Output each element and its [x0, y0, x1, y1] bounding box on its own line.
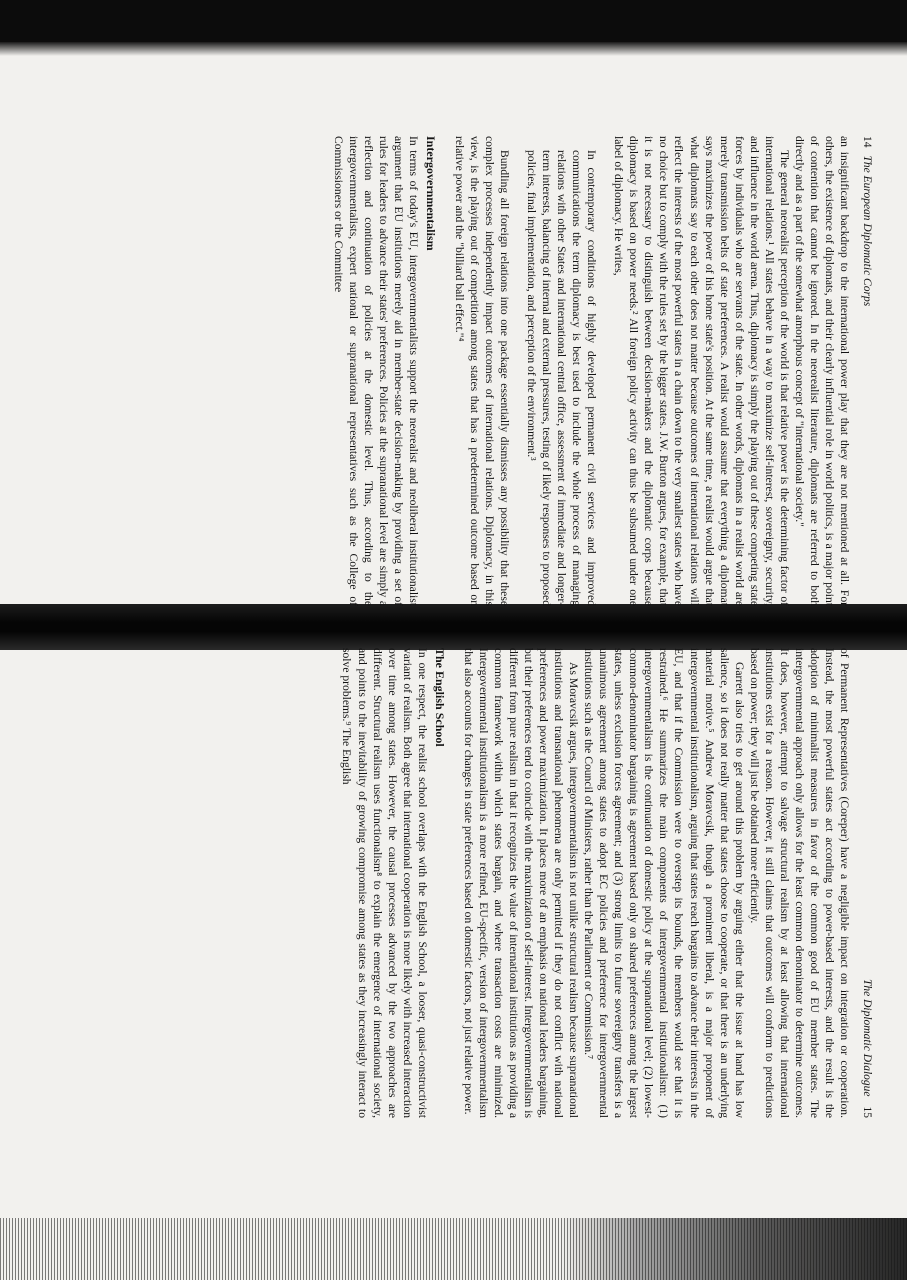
right-page-number: 15 [861, 1106, 873, 1118]
right-paragraph-4: In one respect, the realist school overlaps with the English School, a looser, quasi-constructivist variant of realism. Both agree that international cooperation is more likely with increased interaction over time among states. However, the causal processes advanced by the two approaches are different. Structural realism uses functionalism⁸ to explain the emergence of international society, and points to the inevitability of growing compromise among states as they increasingly interact to solve problems.⁹ The English [340, 648, 429, 1118]
section-heading-intergovernmentalism: Intergovernmentalism [423, 136, 438, 251]
left-paragraph-2: The general neorealist perception of the world is that relative power is the determining factor of international relations.¹ All states behave in a way to maximize self-interest, sovereignty, security, and influence in the world arena. Thus, diplomacy is simply the playing out of these competing state forces by individuals who are servants of the state. In other words, diplomats in a realist world are merely transmission belts of state preferences. A realist would assume that everything a diplomat says maximizes the power of his home state's position. At the same time, a realist would argue that what diplomats say to each other does not matter because outcomes of international relations will reflect the interests of the most powerful states in a chain down to the very smallest states who have no choice but to comply with the rules set by the bigger states. J.W. Burton argues, for example, that it is not necessary to distinguish between decision-makers and the diplomatic corps because diplomacy is based on power needs.² All foreign policy activity can thus be subsumed under one label of diplomacy. He writes, [612, 136, 791, 606]
section-heading-english-school: The English School [432, 648, 447, 747]
block-quote: In contemporary conditions of highly developed permanent civil services and improved communications the term diplomacy is best used to include the whole process of managing relations with other States and international central office, assessment of immediate and longer-term interests, balancing of internal and external pressures, testing of likely responses to proposed policies, final implementation, and perception of the environment.³ [525, 150, 599, 606]
scan-top-shadow [0, 0, 907, 42]
left-paragraph-4: In terms of today's EU, intergovernmentalists support the neorealist and neoliberal institutionalist argument that EU institutions merely aid in member-state decision-making by providing a set of rules for leaders to advance their states' preferences. Policies at the supranational level are simply a reflection and continuation of policies at the domestic level. Thus, according to the intergovernmentalists, expert national or supranational representatives such as the College of Commissioners or the Committee [331, 136, 420, 606]
left-page-number: 14 [861, 136, 873, 148]
left-paragraph-3: Bundling all foreign relations into one package essentially dismisses any possibility that these complex processes independently impact outcomes of international relations. Diplomacy, in this view, is the playing out of competition among states that has a predetermined outcome based on relative power and the "billiard ball effect."⁴ [452, 136, 512, 606]
right-paragraph-1: of Permanent Representatives (Coreper) have a negligible impact on integration or cooperation. Instead, the most powerful states act according to power-based interests, and the result is the adoption of minimalist measures in favor of the common good of EU member states. The intergovernmental approach only allows for the least common denominator to determine outcomes. It does, however, attempt to salvage structural realism by at least allowing that international institutions exist for a reason. However, it still claims that outcomes will conform to predictions based on power; they will just be obtained more efficiently. [747, 648, 851, 1118]
right-page [94, 648, 874, 1118]
left-paragraph-1: an insignificant backdrop to the international power play that they are not mentioned at all. For others, the existence of diplomats, and their clearly influential role in world politics, is a major point of contention that cannot be ignored. In the neorealist literature, diplomats are referred to both directly and as a part of the somewhat amorphous concept of "international society." [792, 136, 851, 606]
scan-bottom-edge [0, 1218, 907, 1280]
left-running-head [852, 136, 874, 606]
right-paragraph-3: As Moravcsik argues, intergovernmentalism is not unlike structural realism because supranational institutions and transnational phenomena are only permitted if they do not conflict with national preferences and power maximization. It places more of an emphasis on national leaders bargaining, but their preferences tend to coincide with the maximization of self-interest. Intergovernmentalism is different from pure realism in that it recognizes the value of international institutions as providing a common framework within which states bargain, and where transaction costs are minimized. Intergovernmental institutionalism is a more refined, EU-specific, version of intergovernmentalism that also accounts for changes in state preferences based on domestic factors, not just relative power. [461, 648, 581, 1118]
left-running-title: The European Diplomatic Corps [861, 155, 873, 307]
book-gutter-shadow [0, 604, 907, 650]
right-running-head [852, 648, 874, 1118]
left-page [94, 136, 874, 606]
right-running-title: The Diplomatic Dialogue [861, 978, 873, 1097]
right-paragraph-2: Garrett also tries to get around this problem by arguing either that the issue at hand has low salience, so it does not really matter that states choose to cooperate, or that there is an underlying material motive.⁵ Andrew Moravcsik, though a prominent liberal, is a major proponent of intergovernmental institutionalism, arguing that states reach bargains to advance their interests in the EU, and that if the Commission were to overstep its bounds, the members would see that it is restrained.⁶ He summarizes the main components of intergovernmental institutionalism: (1) intergovernmentalism is the continuation of domestic policy at the supranational level; (2) lowest-common-denominator bargaining is agreement based only on shared preferences among the largest states, unless exclusion forces agreement; and (3) strong limits to future sovereignty transfers is a unanimous agreement among states to adopt EC policies and preference for intergovernmental institutions such as the Council of Ministers, rather than the Parliament or Commission.⁷ [582, 648, 746, 1118]
